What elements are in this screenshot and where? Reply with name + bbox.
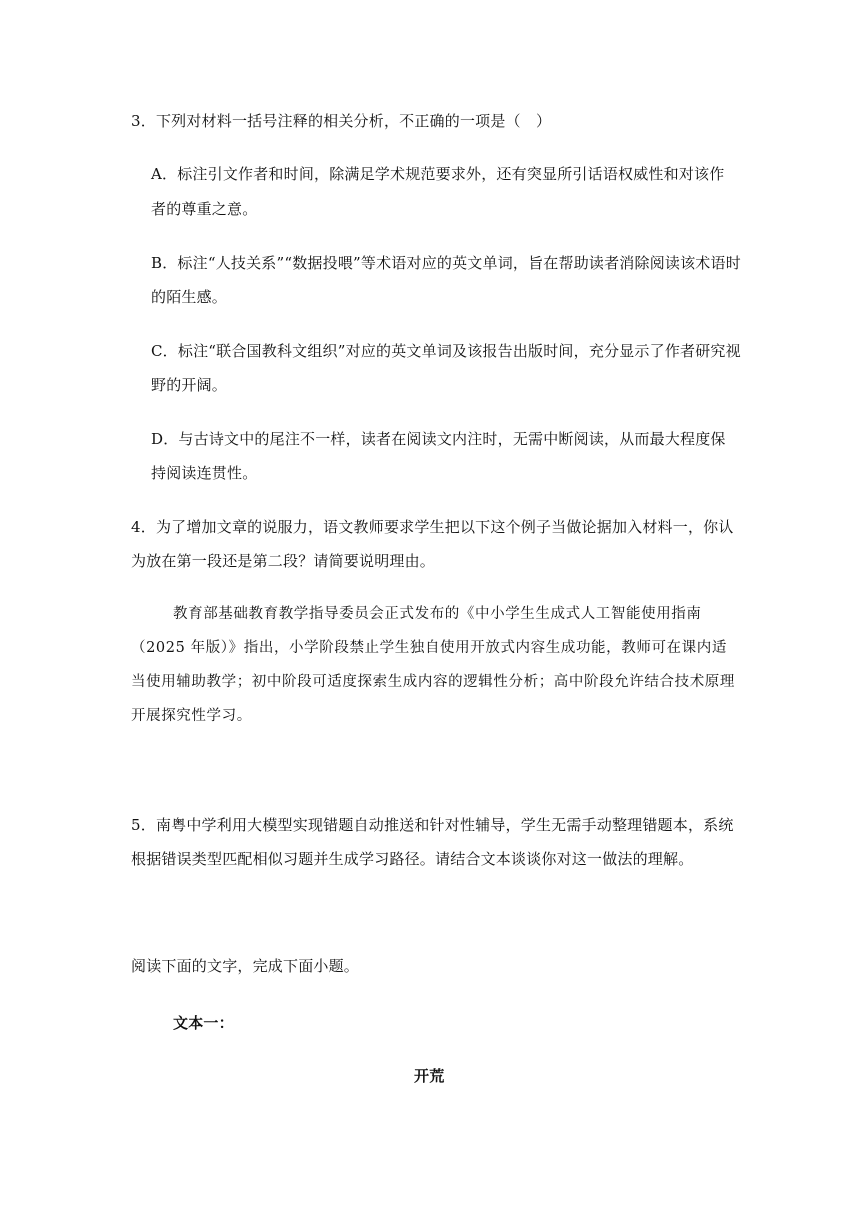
- question-4-quote-line-3: 当使用辅助教学；初中阶段可适度探索生成内容的逻辑性分析；高中阶段允许结合技术原理: [131, 674, 735, 690]
- question-3-option-d: D．与古诗文中的尾注不一样，读者在阅读文内注时，无需中断阅读，从而最大程度保: [151, 430, 726, 448]
- question-3-option-a: A．标注引文作者和时间，除满足学术规范要求外，还有突显所引话语权威性和对该作: [151, 165, 725, 183]
- question-4-stem-continued: 为放在第一段还是第二段？请简要说明理由。: [131, 552, 436, 570]
- question-3-option-c-continued: 野的开阔。: [151, 376, 228, 394]
- question-3-option-a-continued: 者的尊重之意。: [151, 200, 258, 218]
- question-3-option-d-continued: 持阅读连贯性。: [151, 464, 258, 482]
- question-3-stem: 3．下列对材料一括号注释的相关分析，不正确的一项是（ ）: [131, 112, 552, 130]
- question-5-stem: 5．南粤中学利用大模型实现错题自动推送和针对性辅导，学生无需手动整理错题本，系统: [131, 816, 734, 834]
- question-4-stem: 4．为了增加文章的说服力，语文教师要求学生把以下这个例子当做论据加入材料一，你认: [131, 518, 734, 536]
- question-3-option-c: C．标注“联合国教科文组织”对应的英文单词及该报告出版时间，充分显示了作者研究视: [151, 342, 741, 360]
- question-4-quote-line-4: 开展探究性学习。: [131, 708, 252, 724]
- question-3-option-b-continued: 的陌生感。: [151, 288, 228, 306]
- reading-instruction: 阅读下面的文字，完成下面小题。: [131, 957, 360, 975]
- question-5-stem-continued: 根据错误类型匹配相似习题并生成学习路径。请结合文本谈谈你对这一做法的理解。: [131, 850, 694, 868]
- question-4-quote-line-1: 教育部基础教育教学指导委员会正式发布的《中小学生生成式人工智能使用指南: [173, 606, 702, 622]
- question-3-option-b: B．标注“人技关系”“数据投喂”等术语对应的英文单词，旨在帮助读者消除阅读该术语时: [151, 254, 741, 272]
- text-one-label: 文本一：: [173, 1014, 234, 1032]
- passage-title: 开荒: [414, 1067, 445, 1085]
- question-4-quote-line-2: （2025 年版）》指出，小学阶段禁止学生独自使用开放式内容生成功能，教师可在课内适: [131, 640, 727, 656]
